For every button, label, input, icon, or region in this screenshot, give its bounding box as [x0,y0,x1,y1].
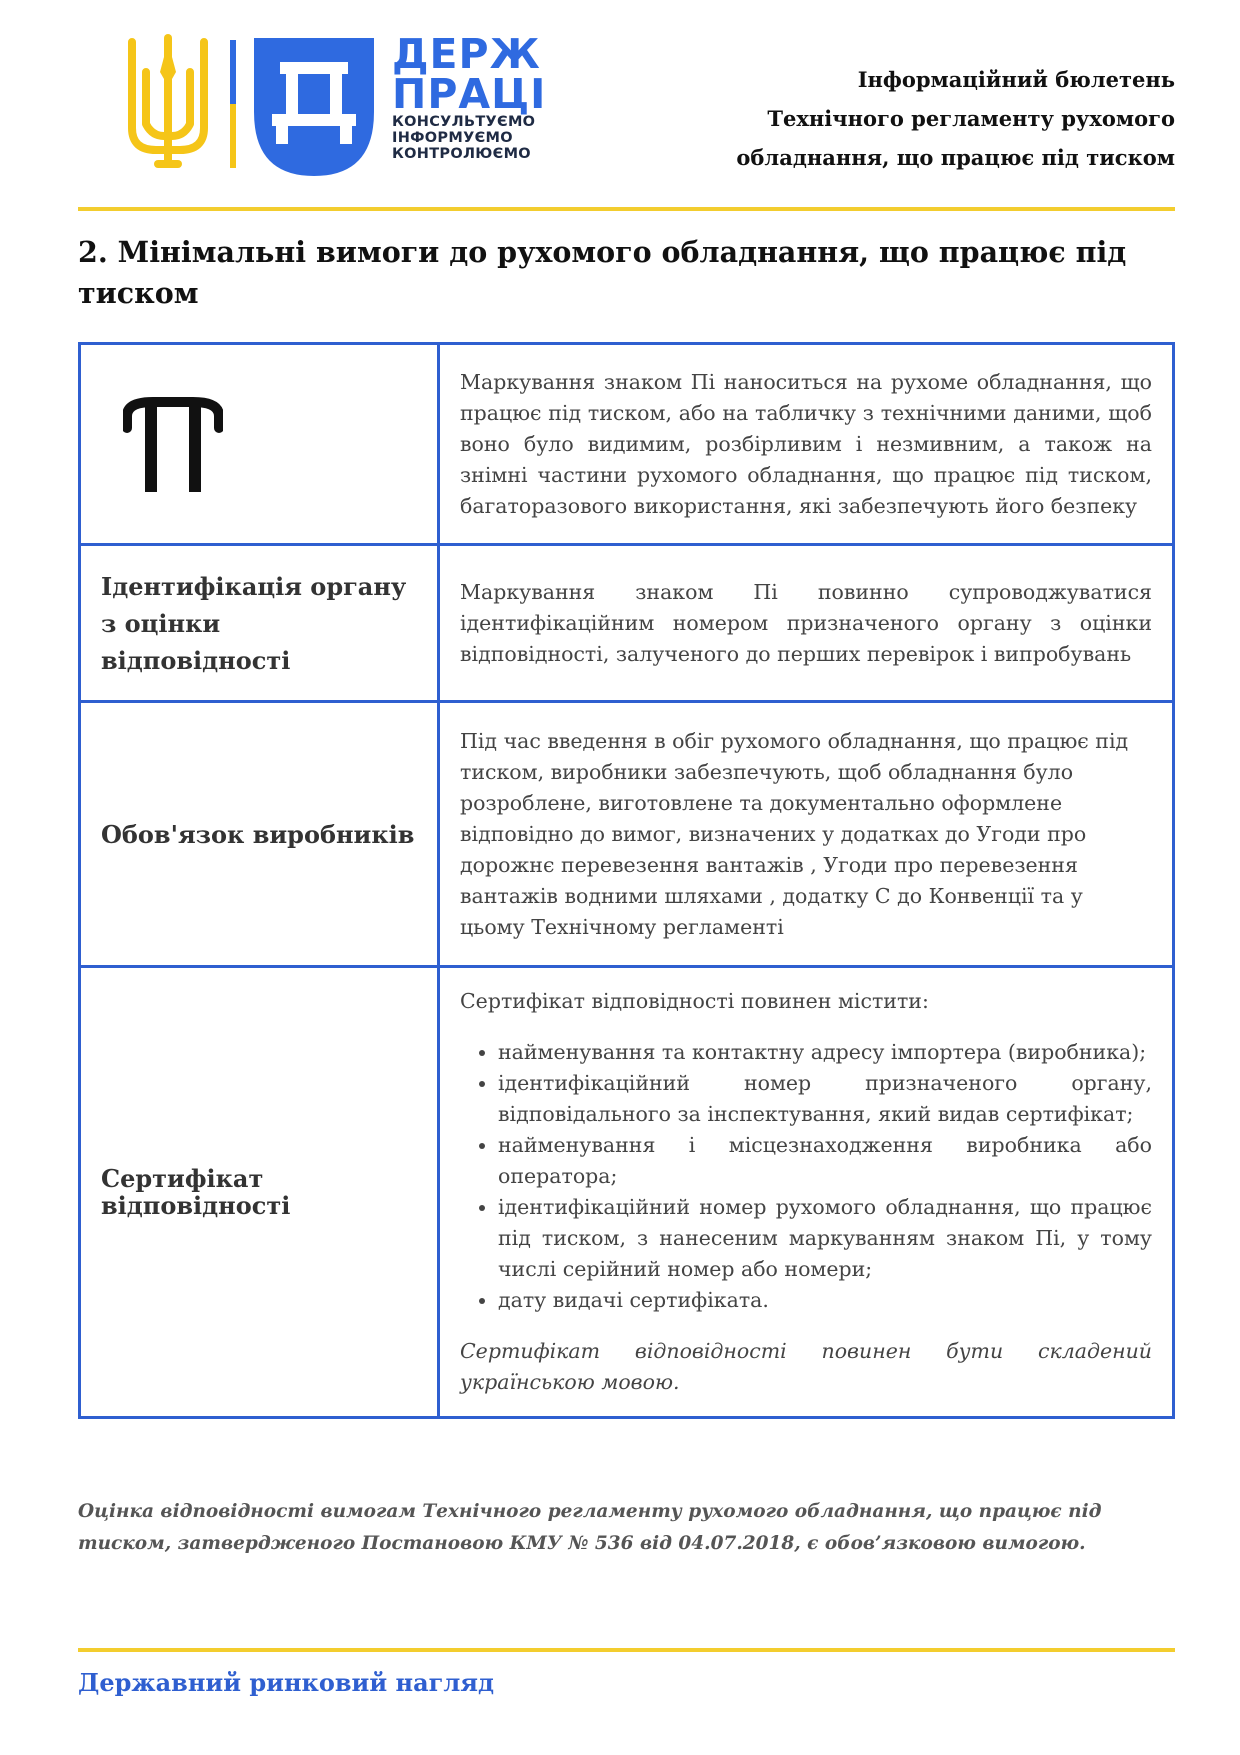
pi-mark-cell [80,344,439,545]
flag-bar [230,40,236,168]
compliance-note: Оцінка відповідності вимогам Технічного регламенту рухомого обладнання, що працює під тиском, затвердженого Постановою КМУ № 536 від 04.07.2018, є обов’язковою вимогою. [78,1501,1102,1554]
certificate-language-note: Сертифікат відповідності повинен бути складений українською мовою. [460,1339,1152,1394]
shield-logo-icon [254,38,374,176]
tagline-3: КОНТРОЛЮЄМО [392,146,531,162]
list-item: • ідентифікаційний номер призначеного органу, відповідального за інспектування, який видав сертифікат; [498,1068,1152,1130]
tagline-1: КОНСУЛЬТУЄМО [392,114,536,130]
bulletin-title [736,60,1175,177]
certificate-cell [439,967,1174,1418]
row-label-identification: Ідентифікація органу з оцінки відповідності [101,571,407,675]
bulletin-line-3: обладнання, що працює під тиском [736,145,1175,170]
bulletin-line-1: Інформаційний бюлетень [857,67,1175,92]
brand-line-2: ПРАЦІ [392,70,547,118]
tagline-2: ІНФОРМУЄМО [392,130,513,146]
list-item: • ідентифікаційний номер рухомого обладнання, що працює під тиском, з нанесеним маркуванням знаком Пі, у тому числі серійний номер або номери; [498,1192,1152,1285]
certificate-list [460,1037,1152,1316]
pi-mark-icon [123,394,223,494]
table-row [80,545,1174,702]
identification-text: Маркування знаком Пі повинно супроводжуватися ідентифікаційним номером призначеного органу з оцінки відповідності, залученого до перших перевірок і випробувань [439,545,1174,702]
trident-icon [122,32,214,178]
bulletin-line-2: Технічного регламенту рухомого [767,106,1175,131]
table-row [80,344,1174,545]
brand-line-1: ДЕРЖ [392,30,541,78]
list-item: • дату видачі сертифіката. [498,1285,1152,1316]
requirements-table [78,342,1175,1419]
table-row [80,967,1174,1418]
row-label-obligations: Обов'язок виробників [101,819,415,849]
section-title: 2. Мінімальні вимоги до рухомого обладнання, що працює під тиском [78,235,1127,310]
header-divider [78,207,1175,211]
list-item: • найменування та контактну адресу імпортера (виробника); [498,1037,1152,1068]
footer-divider [78,1648,1175,1652]
certificate-intro: Сертифікат відповідності повинен містити: [460,989,929,1013]
list-item: • найменування і місцезнаходження виробника або оператора; [498,1130,1152,1192]
footer-title: Державний ринковий нагляд [78,1668,494,1697]
table-row [80,702,1174,967]
brand-wordmark [392,30,547,162]
pi-mark-text: Маркування знаком Пі наноситься на рухоме обладнання, що працює під тиском, або на табличку з технічними даними, щоб воно було видимим, розбірливим і незмивним, а також на знімні частини рухомого обладнання, що працює під тиском, багаторазового використання, які забезпечують його безпеку [439,344,1174,545]
row-label-certificate: Сертифікат відповідності [101,1164,291,1220]
obligations-text: Під час введення в обіг рухомого обладнання, що працює під тиском, виробники забезпечують, щоб обладнання було розроблене, виготовлене та документально оформлене відповідно до вимог, визначених у додатках до Угоди про дорожнє перевезення вантажів , Угоди про перевезення вантажів водними шляхами , додатку С до Конвенції та у цьому Технічному регламенті [439,702,1174,967]
header [78,30,1175,180]
